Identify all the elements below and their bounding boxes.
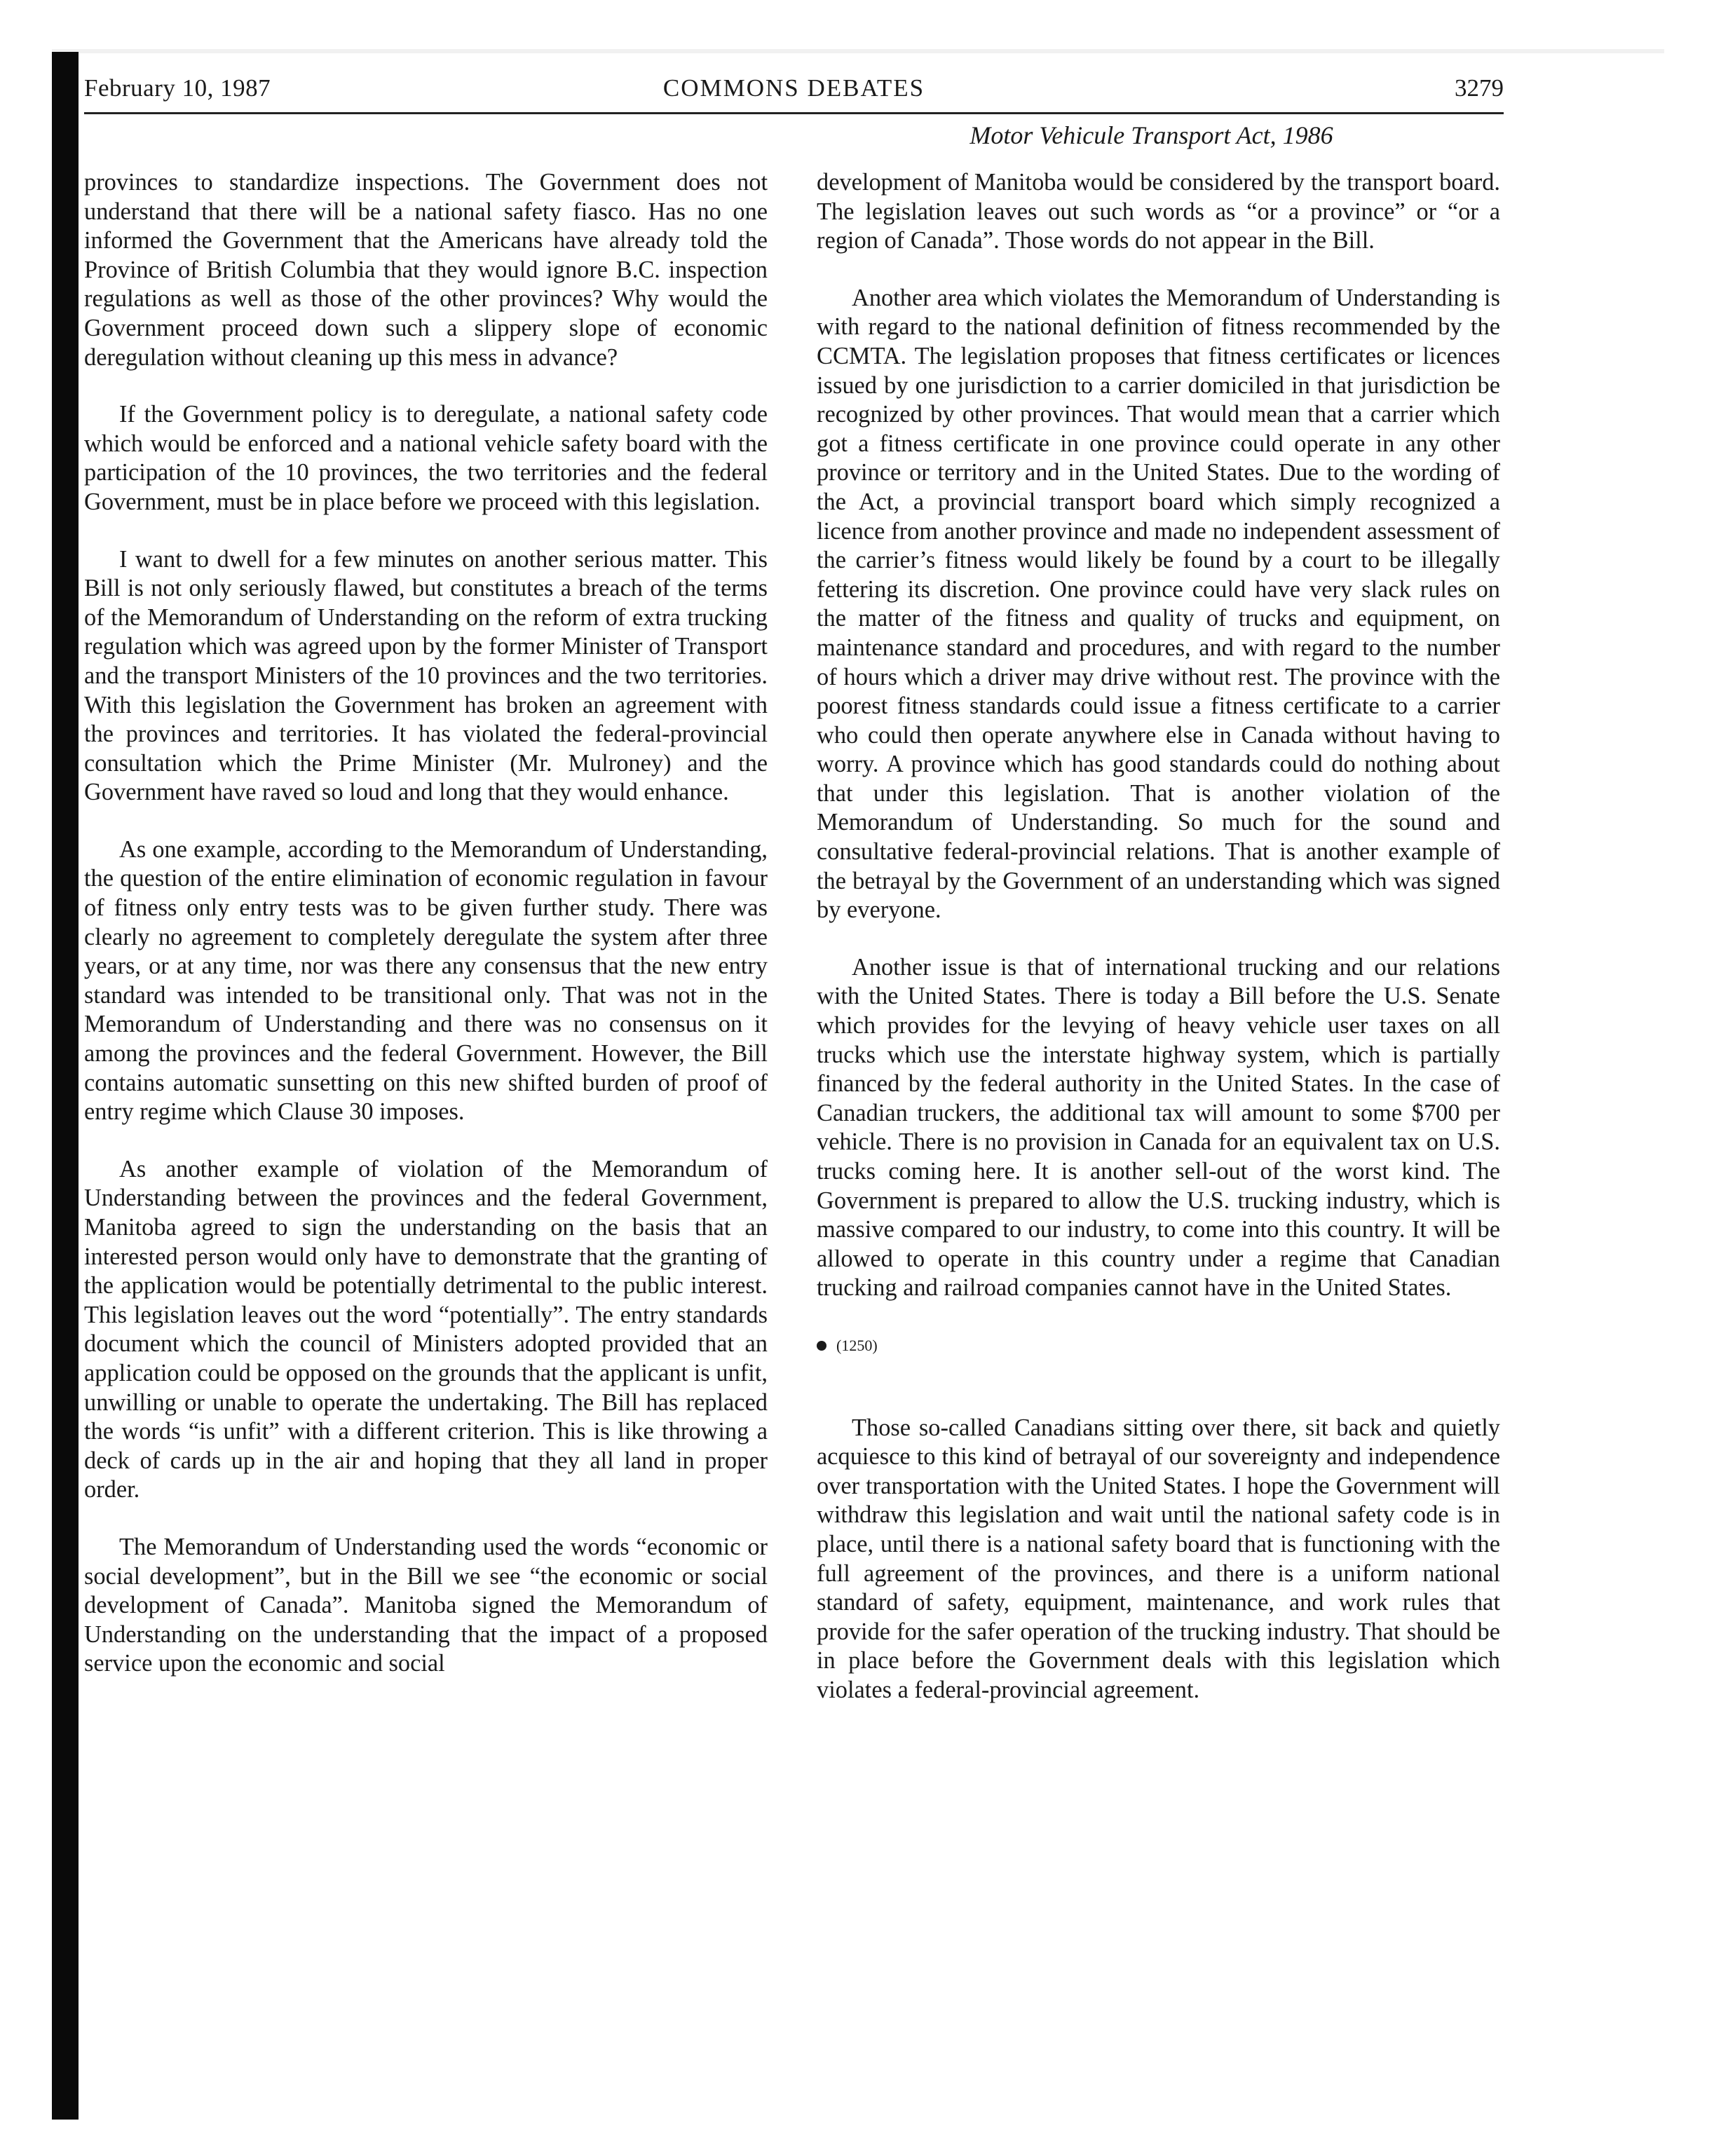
left-column	[84, 168, 768, 1707]
time-marker	[817, 1331, 1500, 1360]
bullet-icon	[817, 1341, 826, 1351]
page-header	[84, 70, 1504, 105]
paragraph: Those so-called Canadians sitting over there, sit back and quietly acquiesce to this kind of betrayal of our sovereignty and independence over transportation with the United States. I hope the Government will withdraw this legislation and wait until the national safety code is in place, until there is a national safety board that is functioning with the full agreement of the provinces, and there is a uniform national standard of safety, equipment, maintenance, and work rules that provide for the safer operation of the trucking industry. That should be in place before the Government deals with this legislation which violates a federal-provincial agreement.	[817, 1414, 1500, 1703]
scan-binding-edge	[52, 52, 79, 2120]
paragraph: Another area which violates the Memorandum of Understanding is with regard to the national definition of fitness recommended by the CCMTA. The legislation proposes that fitness certificates or licences issued by one jurisdiction to a carrier domiciled in that jurisdiction be recognized by other provinces. That would mean that a carrier which got a fitness certificate in one province could operate in any other province or territory and in the United States. Due to the wording of the Act, a provincial transport board which simply recognized a licence from another province and made no independent assessment of the carrier’s fitness would likely be found by a court to be illegally fettering its discretion. One province could have very slack rules on the matter of the fitness and quality of trucks and equipment, on maintenance standard and procedures, and with regard to the number of hours which a driver may drive without rest. The province with the poorest fitness standards could issue a fitness certificate to a carrier who could then operate anywhere else in Canada without having to worry. A province which has good standards could do nothing about that under this legislation. That is another violation of the Memorandum of Understanding. So much for the sound and consultative federal-provincial relations. That is another example of the betrayal by the Government of an understanding which was signed by everyone.	[817, 284, 1500, 924]
paragraph: The Memorandum of Understanding used the words “economic or social development”, but in the Bill we see “the economic or social development of Canada”. Manitoba signed the Memorandum of Understanding on the understanding that the impact of a proposed service upon the economic and social	[84, 1533, 768, 1677]
paragraph: provinces to standardize inspections. The Government does not understand that there will be a national safety fiasco. Has no one informed the Government that the Americans have already told the Province of British Columbia that they would ignore B.C. inspection regulations as well as those of the other provinces? Why would the Government proceed down such a slippery slope of economic deregulation without cleaning up this mess in advance?	[84, 169, 768, 371]
header-rule	[84, 112, 1504, 114]
right-column	[817, 168, 1500, 1733]
paragraph: development of Manitoba would be considered by the transport board. The legislation leaves out such words as “or a province” or “or a region of Canada”. Those words do not appear in the Bill.	[817, 169, 1500, 254]
paragraph: Another issue is that of international trucking and our relations with the United States. There is today a Bill before the U.S. Senate which provides for the levying of heavy vehicle user taxes on all trucks which use the interstate highway system, which is partially financed by the federal authority in the United States. In the case of Canadian truckers, the additional tax will amount to some $700 per vehicle. There is no provision in Canada for an equivalent tax on U.S. trucks coming here. It is another sell-out of the worst kind. The Government is prepared to allow the U.S. trucking industry, which is massive compared to our industry, to come into this country. It will be allowed to operate in this country under a regime that Canadian trucking and railroad companies cannot have in the United States.	[817, 953, 1500, 1302]
paragraph: If the Government policy is to deregulate, a national safety code which would be enforced and a national vehicle safety board with the participation of the 10 provinces, the two territories and the federal Government, must be in place before we proceed with this legislation.	[84, 401, 768, 515]
paragraph: I want to dwell for a few minutes on another serious matter. This Bill is not only seriously flawed, but constitutes a breach of the terms of the Memorandum of Understanding on the reform of extra trucking regulation which was agreed upon by the former Minister of Transport and the transport Ministers of the 10 provinces and the two territories. With this legislation the Government has broken an agreement with the provinces and territories. It has violated the federal-provincial consultation which the Prime Minister (Mr. Mulroney) and the Government have raved so loud and long that they would enhance.	[84, 545, 768, 806]
paragraph: As one example, according to the Memorandum of Understanding, the question of the entire elimination of economic regulation in favour of fitness only entry tests was to be given further study. There was clearly no agreement to completely deregulate the system after three years, or at any time, nor was there any consensus that the new entry standard was intended to be transitional only. That was not in the Memorandum of Understanding and there was no consensus on it among the provinces and the federal Government. However, the Bill contains automatic sunsetting on this new shifted burden of proof of entry regime which Clause 30 imposes.	[84, 835, 768, 1126]
running-title: Motor Vehicule Transport Act, 1986	[969, 121, 1333, 149]
time-marker-label: (1250)	[836, 1336, 878, 1354]
header-page-number: 3279	[1455, 74, 1504, 102]
header-publication: COMMONS DEBATES	[662, 74, 925, 102]
paragraph: As another example of violation of the Memorandum of Understanding between the provinces and the federal Government, Manitoba agreed to sign the understanding on the basis that an interested person would only have to demonstrate that the granting of the application would be potentially detrimental to the public interest. This legislation leaves out the word “potentially”. The entry standards document which the council of Ministers adopted provided that an application could be opposed on the grounds that the applicant is unfit, unwilling or unable to operate the undertaking. The Bill has replaced the words “is unfit” with a different criterion. This is like throwing a deck of cards up in the air and hoping that they all land in proper order.	[84, 1155, 768, 1503]
header-date: February 10, 1987	[84, 74, 271, 102]
